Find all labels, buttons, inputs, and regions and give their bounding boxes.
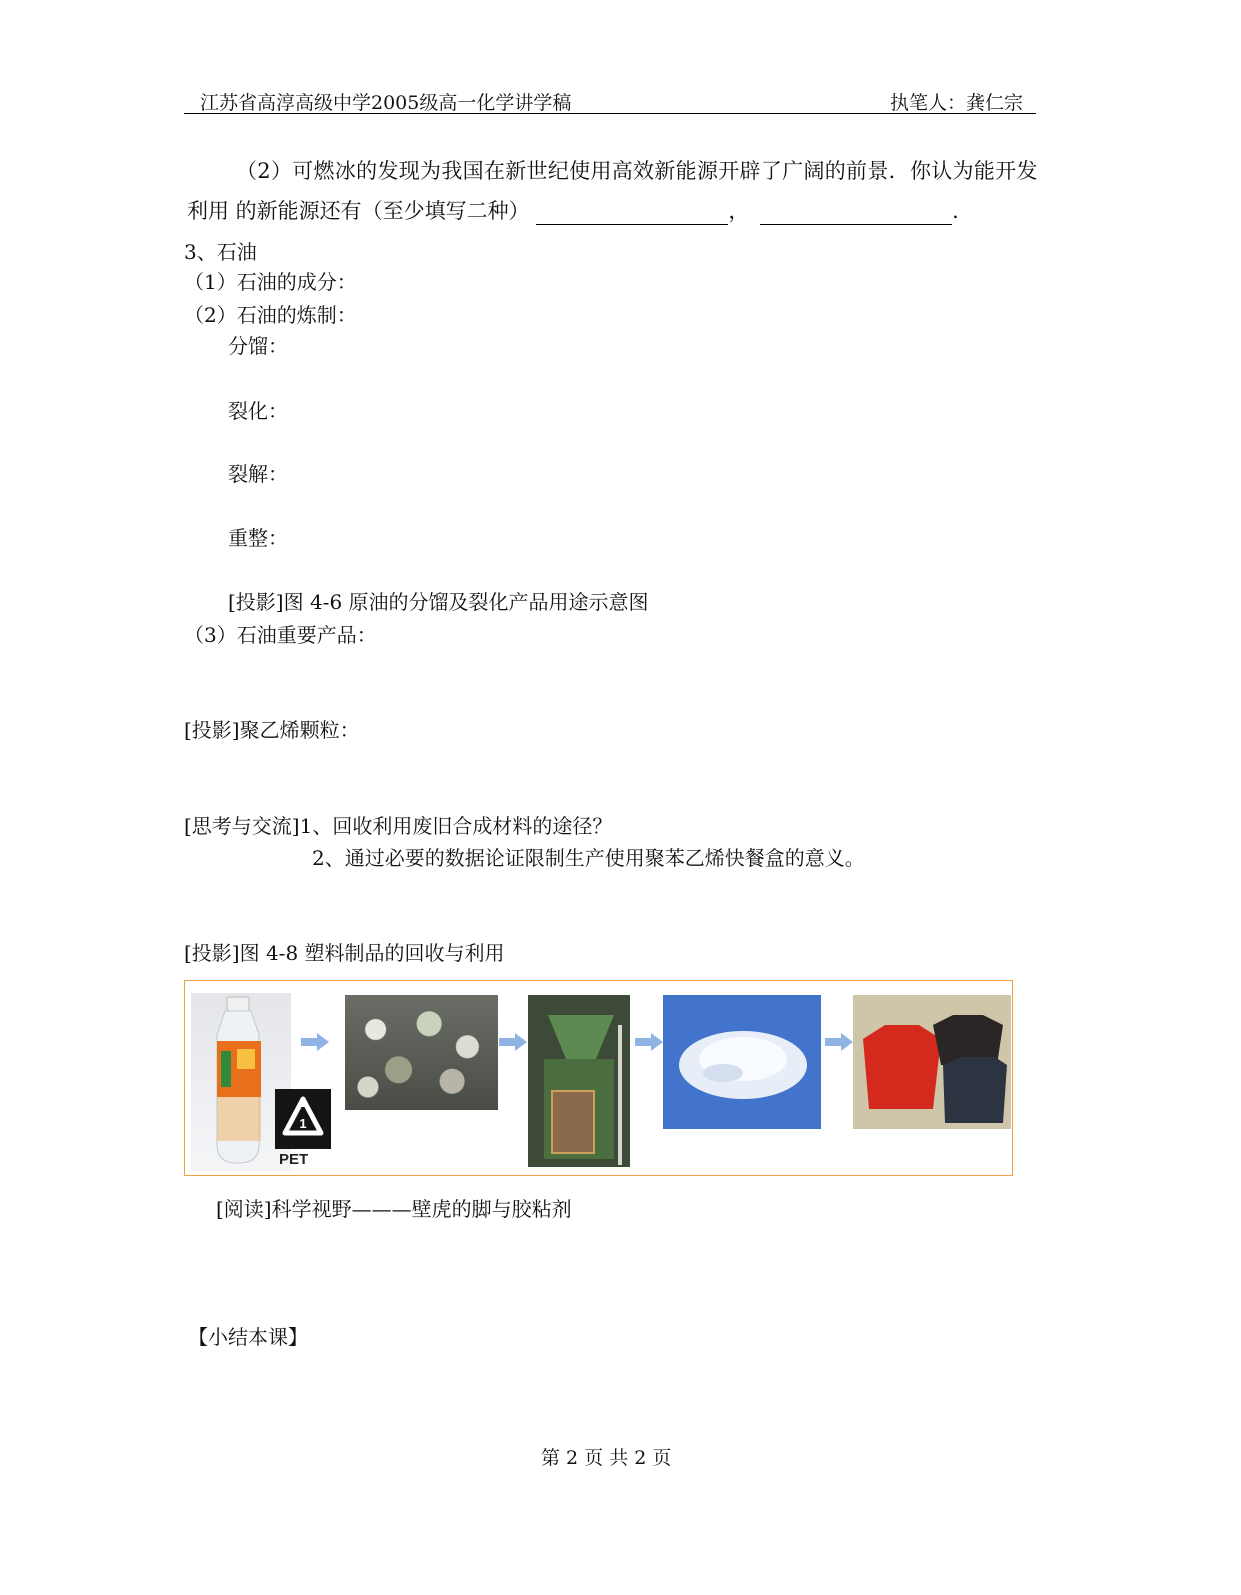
q2-separator: ， <box>728 199 750 223</box>
reading-section: [阅读]科学视野———壁虎的脚与胶粘剂 <box>216 1197 572 1221</box>
q2-line2 <box>187 195 959 225</box>
header-title: 江苏省高淳高级中学2005级高一化学讲学稿 <box>200 92 572 114</box>
answer-blank-1[interactable] <box>536 202 728 225</box>
q2-end: . <box>952 199 959 223</box>
arrow-icon <box>301 1033 329 1051</box>
waste-plastic-photo <box>345 995 498 1110</box>
discussion-question-1: [思考与交流]1、回收利用废旧合成材料的途径？ <box>184 814 613 838</box>
header-rule <box>184 113 1036 114</box>
recycling-figure <box>184 980 1013 1176</box>
recycling-machine-photo <box>528 995 630 1167</box>
machine-icon <box>528 995 630 1167</box>
answer-blank-2[interactable] <box>760 202 952 225</box>
recycled-clothing-photo <box>853 995 1011 1129</box>
projection-fig-4-8: [投影]图 4-8 塑料制品的回收与利用 <box>184 941 505 965</box>
arrow-icon <box>635 1033 663 1051</box>
section-3-title: 3、石油 <box>184 240 257 264</box>
cracking-label: 裂化： <box>228 399 288 423</box>
plastic-pellets-photo <box>663 995 821 1129</box>
discussion-question-2: 2、通过必要的数据论证限制生产使用聚苯乙烯快餐盒的意义。 <box>312 846 865 870</box>
pyrolysis-label: 裂解： <box>228 462 288 486</box>
recycle-icon <box>275 1089 331 1149</box>
petroleum-composition: （1）石油的成分： <box>184 270 357 294</box>
petroleum-refining: （2）石油的炼制： <box>184 303 357 327</box>
clothing-icon <box>853 995 1011 1129</box>
arrow-icon <box>499 1033 527 1051</box>
page-footer: 第 2 页 共 2 页 <box>541 1447 672 1469</box>
pellets-icon <box>663 995 821 1129</box>
projection-polyethylene: [投影]聚乙烯颗粒： <box>184 718 360 742</box>
pet-label: PET <box>279 1151 309 1168</box>
recycle-number: 1 <box>299 1116 307 1131</box>
header-author: 执笔人：龚仁宗 <box>890 92 1024 114</box>
pet-recycle-badge <box>275 1089 331 1169</box>
projection-fig-4-6: [投影]图 4-6 原油的分馏及裂化产品用途示意图 <box>228 590 649 614</box>
q2-line1: （2）可燃冰的发现为我国在新世纪使用高效新能源开辟了广阔的前景．你认为能开发 <box>236 159 1038 183</box>
petroleum-products: （3）石油重要产品： <box>184 623 377 647</box>
reforming-label: 重整： <box>228 526 288 550</box>
fractionation-label: 分馏： <box>228 334 288 358</box>
lesson-summary-heading: 【小结本课】 <box>188 1325 308 1349</box>
q2-line2-text: 利用 的新能源还有（至少填写二种） <box>187 199 530 223</box>
arrow-icon <box>825 1033 853 1051</box>
